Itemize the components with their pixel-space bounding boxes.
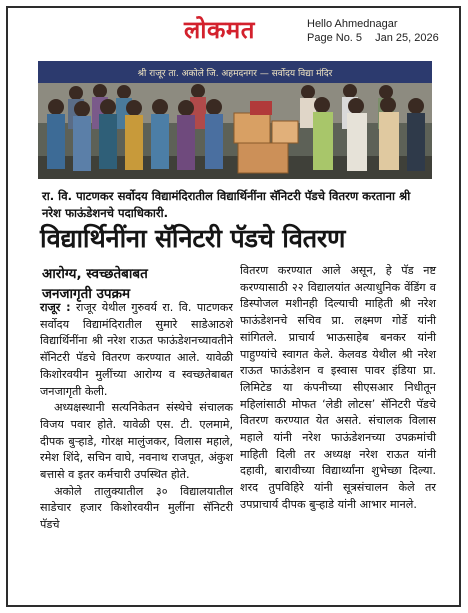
lokmat-logo: लोकमत (184, 15, 255, 44)
group-photo-illustration (38, 61, 432, 179)
page-info (307, 32, 449, 44)
photo-caption: रा. वि. पाटणकर सर्वोदय विद्यामंदिरातील विद्यार्थिनींना सॅनिटरी पॅडचे वितरण करताना श्री नरेश फाऊंडेशनचे पदाधिकारी. (42, 189, 411, 220)
page-number: Page No. 5 (307, 32, 363, 44)
edition-name: Hello Ahmednagar (307, 18, 398, 30)
news-photo (38, 61, 432, 179)
subheadline-line-2: जनजागृती उपक्रम (42, 286, 131, 302)
subheadline-line-1: आरोग्य, स्वच्छतेबाबत (42, 266, 148, 282)
article-paragraph: वितरण करण्यात आले असून, हे पॅड नष्ट करण्यासाठी २२ विद्यालयांत अत्याधुनिक वेंडिंग व डिस्पोजल मशीनही दिल्याची माहिती श्री नरेश फाऊंडेशनचे सचिव प्रा. लक्ष्मण गोर्डे यांनी सांगितले. प्राचार्य भाऊसाहेब बनकर यांनी पाहुण्यांचे स्वागत केले. केलवड येथील श्री नरेश राऊत फाऊंडेशन व इस्वास पावर इंडिया प्रा. लिमिटेड या कंपनीच्या सीएसआर निधीतून महिलांसाठी मोफत ‘लेडी लोटस’ सॅनिटरी पॅडचे वितरण करण्यात येत असते. संचालक विलास महाले यांनी नरेश फाऊंडेशनच्या उपक्रमांची माहिती दिली तर अध्यक्ष नरेश राऊत यांनी दहावी, बारावीच्या विद्यार्थ्यांना शुभेच्छा दिल्या. शरद तुपविहिरे यांनी सूत्रसंचालन केले तर उपप्राचार्य दीपक बुऱ्हाडे यांनी आभार मानले. (240, 264, 436, 511)
clipping-header (8, 8, 459, 60)
newspaper-clipping (6, 6, 461, 607)
photo-banner-text: श्री राजूर ता. अकोले जि. अहमदनगर — सर्वोदय विद्या मंदिर (137, 69, 333, 79)
article-paragraph: अध्यक्षस्थानी सत्यनिकेतन संस्थेचे संचालक विजय पवार होते. यावेळी एस. टी. एलमामे, दीपक बुऱ्हाडे, गोरक्ष मालुंजकर, विलास महाले, रमेश शिंदे, सचिन वाघे, नवनाथ राजपूत, अंकुश बत्तासे व इतर कर्मचारी उपस्थित होते. (40, 401, 233, 482)
publication-date: Jan 25, 2026 (375, 32, 439, 44)
article-column-left (40, 300, 233, 534)
dateline: राजूर : (40, 301, 71, 314)
article-column-right (240, 263, 436, 514)
subheadline (42, 264, 148, 304)
article-paragraph: अकोले तालुक्यातील ३० विद्यालयातील साडेचार हजार किशोरवयीन मुलींना सॅनिटरी पॅडचे (40, 484, 233, 532)
article-paragraph: राजूर : राजूर येथील गुरुवर्य रा. वि. पाटणकर सर्वोदय विद्यामंदिरातील सुमारे साडेआठशे विद्यार्थिनींना श्री नरेश राऊत फाऊंडेशनच्यावतीने सॅनिटरी पॅडचे वितरण करण्यात आले. यावेळी किशोरवयीन मुलींच्या आरोग्य व स्वच्छतेबाबत जनजागृती केली. (40, 301, 233, 398)
headline: विद्यार्थिनींना सॅनिटरी पॅडचे वितरण (40, 224, 346, 254)
